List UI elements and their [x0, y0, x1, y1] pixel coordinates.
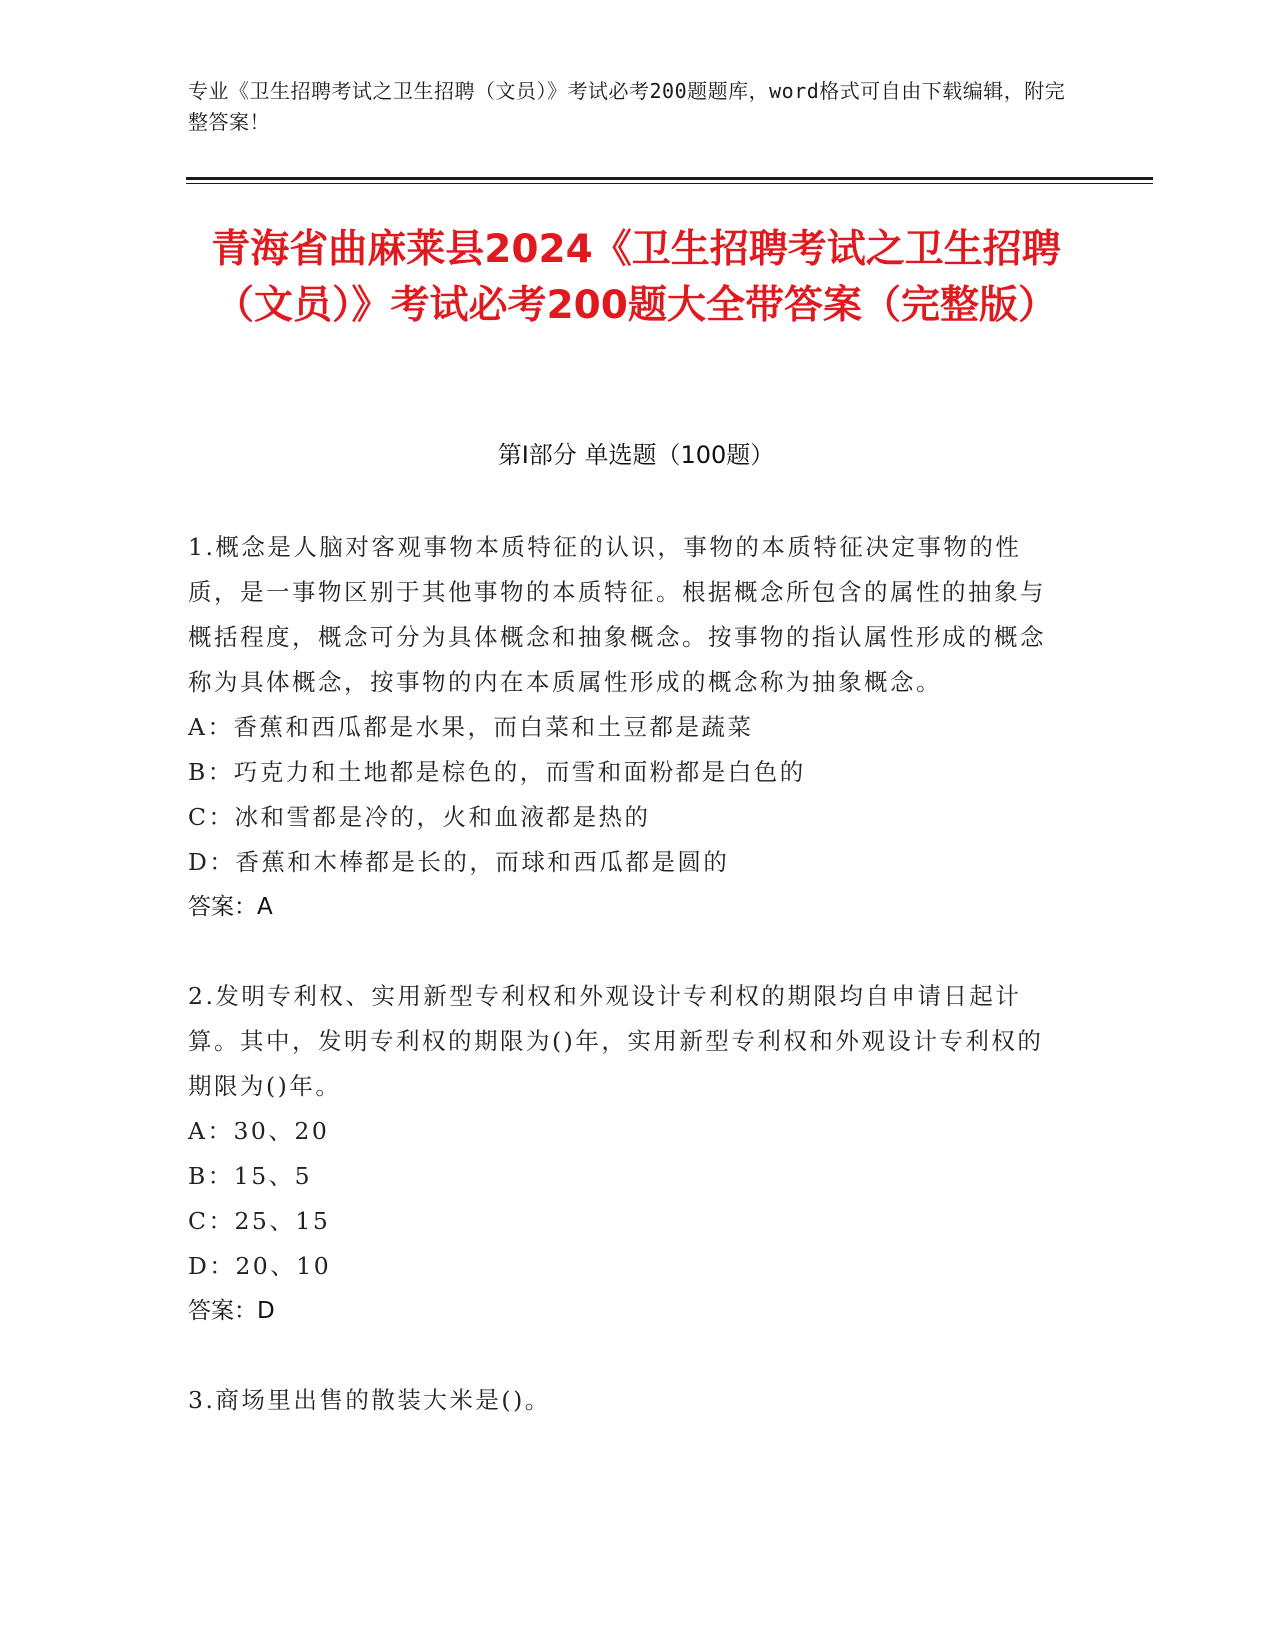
header-note: 专业《卫生招聘考试之卫生招聘（文员）》考试必考200题题库，word格式可自由下载编辑，附完整答案！: [188, 79, 1066, 134]
option-b: B：巧克力和土地都是棕色的，而雪和面粉都是白色的: [188, 758, 806, 786]
option-d: D：20、10: [188, 1252, 332, 1280]
option-a: A：30、20: [188, 1117, 330, 1145]
question-3: [188, 1378, 1058, 1423]
question-1: [188, 525, 1058, 930]
answer: 答案：D: [188, 1298, 275, 1324]
question-list: [188, 525, 1058, 1467]
option-c: C：25、15: [188, 1207, 331, 1235]
answer: 答案：A: [188, 894, 273, 920]
option-b: B：15、5: [188, 1162, 313, 1190]
document-title: 青海省曲麻莱县2024《卫生招聘考试之卫生招聘（文员）》考试必考200题大全带答案（完整版）: [211, 227, 1061, 328]
option-c: C：冰和雪都是冷的，火和血液都是热的: [188, 803, 651, 831]
question-stem: 1.概念是人脑对客观事物本质特征的认识，事物的本质特征决定事物的性质，是一事物区别于其他事物的本质特征。根据概念所包含的属性的抽象与概括程度，概念可分为具体概念和抽象概念。按事物的指认属性形成的概念称为具体概念，按事物的内在本质属性形成的概念称为抽象概念。: [188, 533, 1046, 696]
section-title: 第Ⅰ部分 单选题（100题）: [497, 441, 775, 469]
header-divider-thin: [186, 183, 1153, 184]
question-stem: 2.发明专利权、实用新型专利权和外观设计专利权的期限均自申请日起计算。其中，发明专利权的期限为()年，实用新型专利权和外观设计专利权的期限为()年。: [188, 982, 1044, 1100]
option-a: A：香蕉和西瓜都是水果，而白菜和土豆都是蔬菜: [188, 713, 754, 741]
option-d: D：香蕉和木棒都是长的，而球和西瓜都是圆的: [188, 848, 730, 876]
header-divider-thick: [186, 177, 1153, 180]
question-stem: 3.商场里出售的散装大米是()。: [188, 1386, 551, 1414]
question-2: [188, 974, 1058, 1334]
